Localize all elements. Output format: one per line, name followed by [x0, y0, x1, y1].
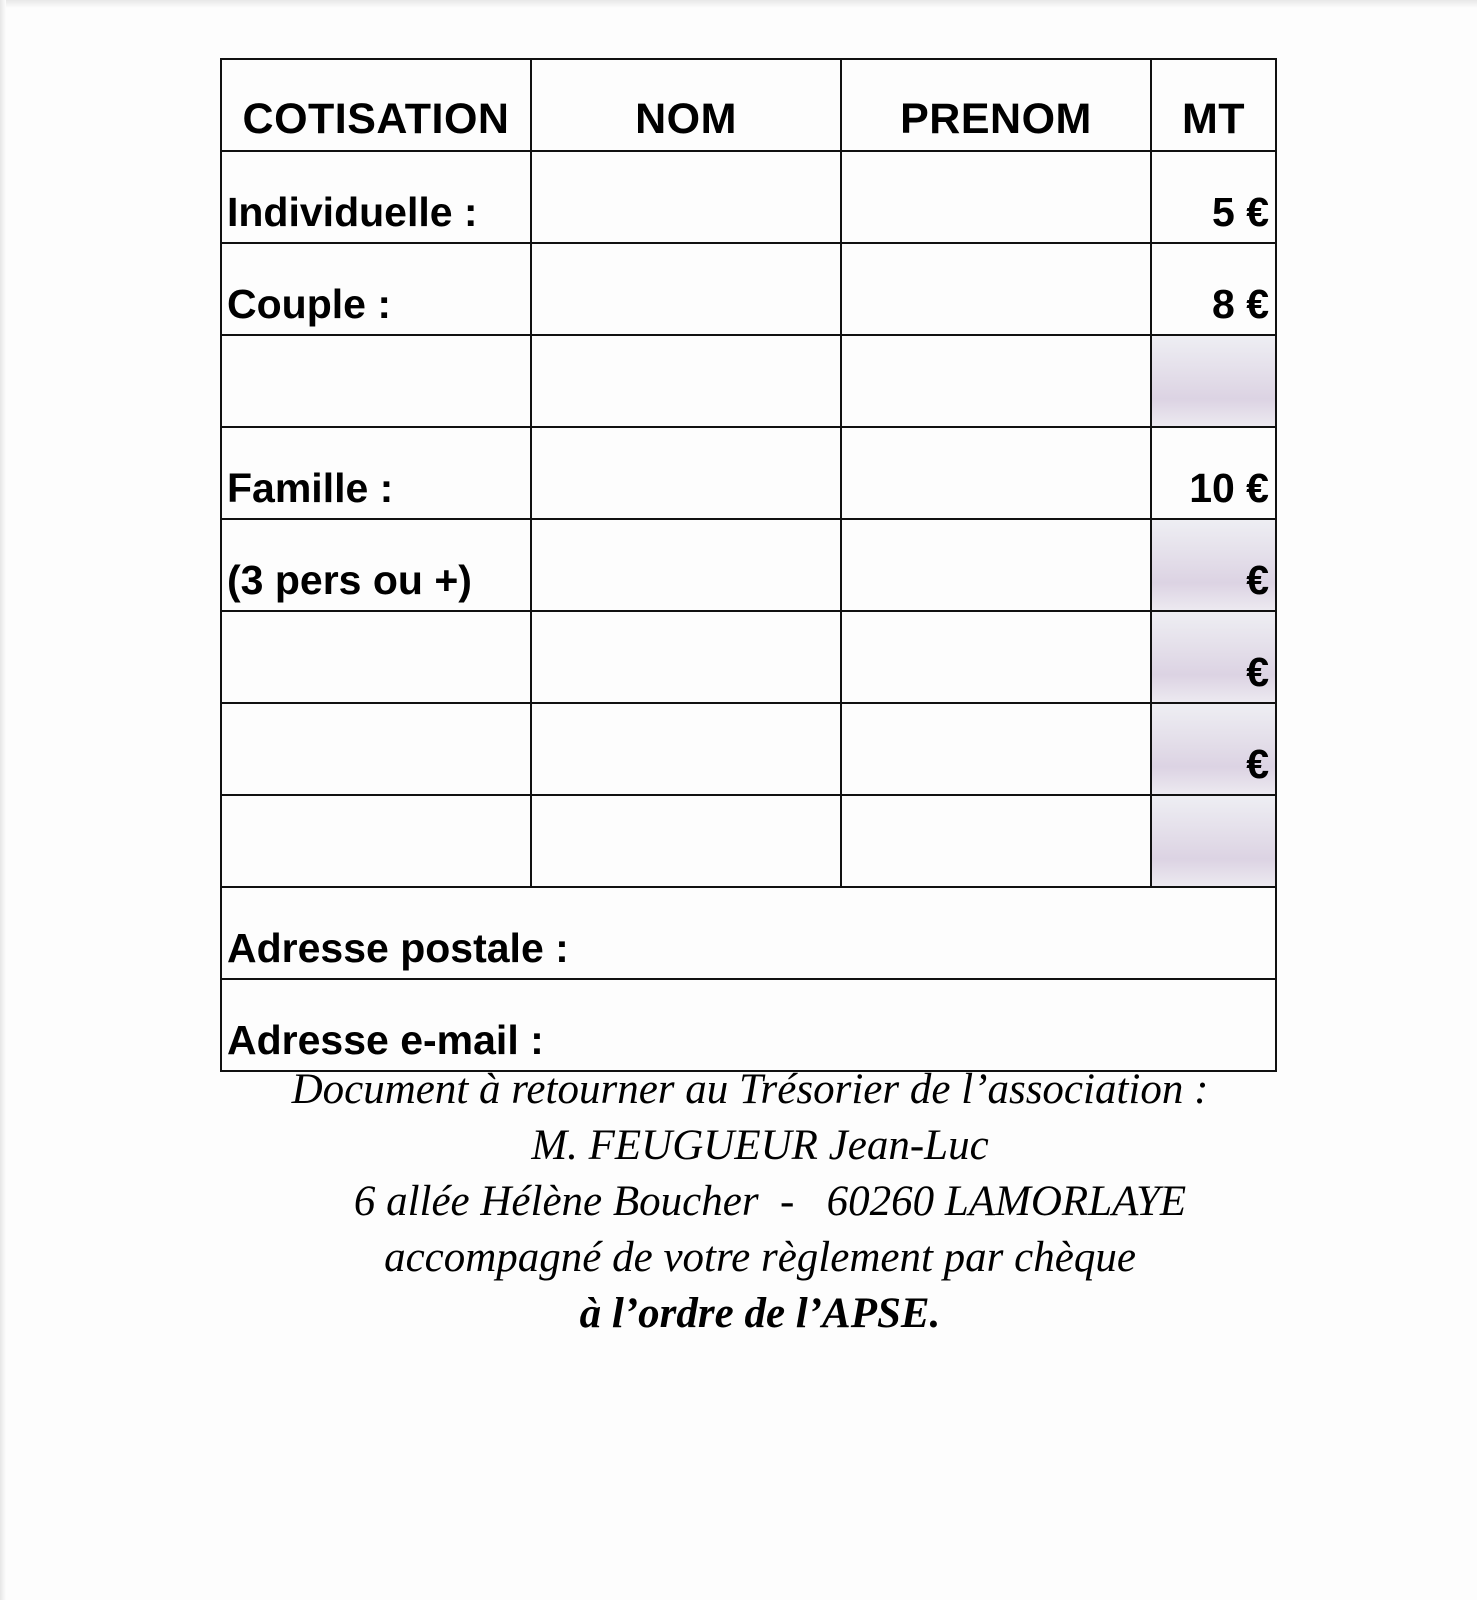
- row-famille: [221, 427, 1276, 519]
- row-label: [221, 335, 531, 427]
- amount-cell: 5 €: [1151, 151, 1276, 243]
- prenom-field[interactable]: [841, 335, 1151, 427]
- row-famille-2: [221, 519, 1276, 611]
- header-prenom: PRENOM: [841, 59, 1151, 151]
- row-label: [221, 703, 531, 795]
- nom-field[interactable]: [531, 795, 841, 887]
- row-individuelle: [221, 151, 1276, 243]
- prenom-field[interactable]: [841, 151, 1151, 243]
- amount-cell: [1151, 335, 1276, 427]
- nom-field[interactable]: [531, 151, 841, 243]
- treasurer-address: 6 allée Hélène Boucher - 60260 LAMORLAYE: [353, 1178, 1187, 1225]
- header-row: [221, 59, 1276, 151]
- prenom-field[interactable]: [841, 519, 1151, 611]
- row-label: [221, 795, 531, 887]
- row-label: Couple :: [221, 243, 531, 335]
- row-label: (3 pers ou +): [221, 519, 531, 611]
- nom-field[interactable]: [531, 427, 841, 519]
- prenom-field[interactable]: [841, 703, 1151, 795]
- nom-field[interactable]: [531, 611, 841, 703]
- payment-instructions: accompagné de votre règlement par chèque: [384, 1234, 1136, 1281]
- row-famille-5: [221, 795, 1276, 887]
- scan-edge: [0, 0, 6, 1600]
- row-couple-2: [221, 335, 1276, 427]
- row-famille-4: [221, 703, 1276, 795]
- payee-line: à l’ordre de l’APSE.: [579, 1290, 941, 1337]
- amount-cell: €: [1151, 611, 1276, 703]
- postal-address-label: Adresse postale :: [227, 925, 569, 971]
- row-postal-address: [221, 887, 1276, 979]
- row-couple: [221, 243, 1276, 335]
- email-address-label: Adresse e-mail :: [227, 1017, 544, 1063]
- postal-address-field[interactable]: [221, 887, 1276, 979]
- instructions-line: Document à retourner au Trésorier de l’association :: [291, 1066, 1209, 1113]
- membership-form-table: [220, 58, 1277, 1072]
- row-email-address: [221, 979, 1276, 1071]
- header-nom: NOM: [531, 59, 841, 151]
- treasurer-name: M. FEUGUEUR Jean-Luc: [531, 1122, 989, 1169]
- row-label: Individuelle :: [221, 151, 531, 243]
- nom-field[interactable]: [531, 703, 841, 795]
- nom-field[interactable]: [531, 335, 841, 427]
- amount-cell: 8 €: [1151, 243, 1276, 335]
- nom-field[interactable]: [531, 519, 841, 611]
- amount-cell: €: [1151, 519, 1276, 611]
- prenom-field[interactable]: [841, 611, 1151, 703]
- amount-cell: [1151, 795, 1276, 887]
- nom-field[interactable]: [531, 243, 841, 335]
- amount-cell: 10 €: [1151, 427, 1276, 519]
- return-instructions: [210, 1062, 1290, 1342]
- row-famille-3: [221, 611, 1276, 703]
- row-label: [221, 611, 531, 703]
- email-address-field[interactable]: [221, 979, 1276, 1071]
- header-mt: MT: [1151, 59, 1276, 151]
- prenom-field[interactable]: [841, 243, 1151, 335]
- header-cotisation: COTISATION: [221, 59, 531, 151]
- prenom-field[interactable]: [841, 427, 1151, 519]
- row-label: Famille :: [221, 427, 531, 519]
- scan-edge: [0, 0, 1477, 8]
- prenom-field[interactable]: [841, 795, 1151, 887]
- amount-cell: €: [1151, 703, 1276, 795]
